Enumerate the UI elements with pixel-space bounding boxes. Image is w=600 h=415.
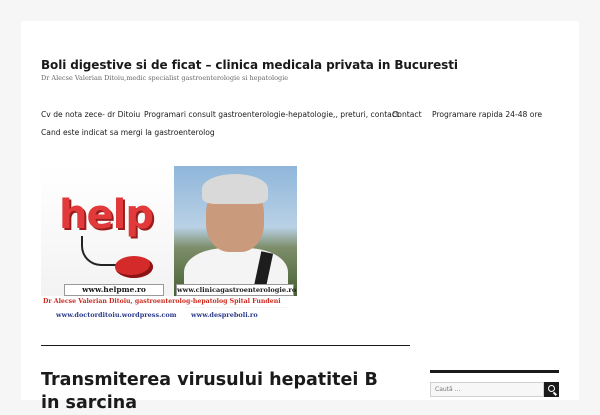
doctor-photo [174,166,297,302]
banner-url-doctor: www.doctorditoiu.wordpress.com [56,311,177,319]
computer-mouse-icon [115,256,153,278]
search-button[interactable] [544,382,559,397]
search-input[interactable] [430,382,544,397]
content-divider [41,345,410,346]
help-image-panel [41,166,174,302]
site-description: Dr Alecse Valerian Ditoiu,medic specialist gastroenterologie si hepatologie [41,74,289,82]
photo-hair [202,174,268,204]
nav-item-cand-indicat[interactable]: Cand este indicat sa mergi la gastroenterolog [41,128,215,137]
help-word: help [59,192,153,238]
banner-url-despre: www.despreboli.ro [191,311,258,319]
nav-item-cv[interactable]: Cv de nota zece- dr Ditoiu [41,110,141,119]
post-title[interactable]: Transmiterea virusului hepatitei B in sarcina [41,370,378,413]
header-banner-image[interactable] [41,166,297,323]
banner-url-helpme: www.helpme.ro [64,284,164,296]
banner-caption: Dr Alecse Valerian Ditoiu, gastroenterolog-hepatolog Spital Fundeni [41,296,297,307]
mouse-cord-graphic [81,236,121,266]
nav-item-contact[interactable]: Contact [392,110,422,119]
nav-item-programari[interactable]: Programari consult gastroenterologie-hepatologie,, preturi, contact [144,110,399,119]
site-title[interactable]: Boli digestive si de ficat – clinica medicala privata in Bucuresti [41,58,458,72]
banner-url-clinica: www.clinicagastroenterologie.ro [177,286,297,294]
search-icon [548,385,555,392]
sidebar-widget-rule [430,370,559,373]
nav-item-programare-rapida[interactable]: Programare rapida 24-48 ore [432,110,543,119]
page [21,21,579,413]
